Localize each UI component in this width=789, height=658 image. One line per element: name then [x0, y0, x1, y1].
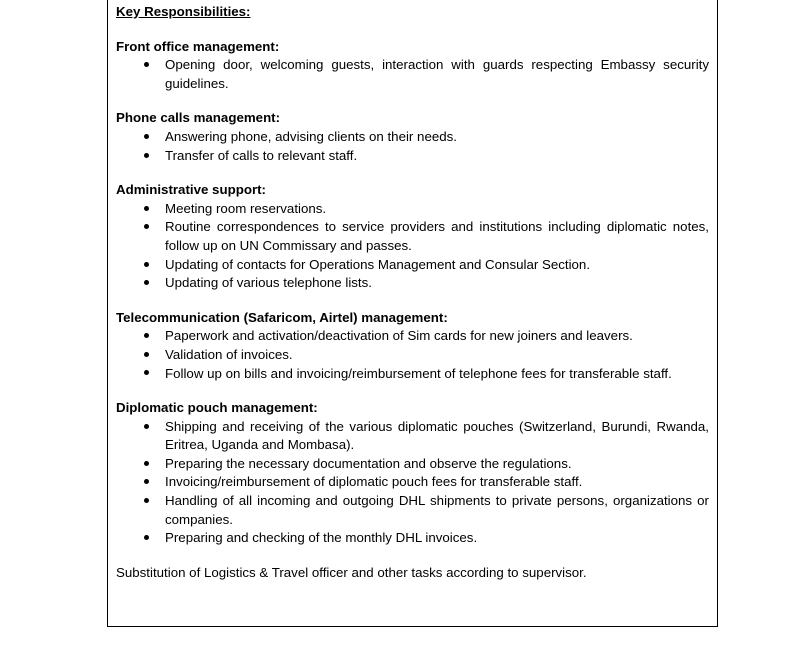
list-item — [116, 418, 709, 455]
section-heading: Administrative support: — [116, 182, 266, 198]
section-phone-calls — [116, 109, 709, 165]
bullet-icon — [141, 365, 151, 384]
spacer — [116, 548, 709, 564]
spacer — [116, 165, 709, 181]
bullet-icon — [141, 327, 151, 346]
list-item-text: Updating of contacts for Operations Management and Consular Section. — [165, 256, 591, 272]
list-item-text: Handling of all incoming and outgoing DHL shipments to private persons, organizations or companies. — [165, 493, 709, 527]
section-heading: Diplomatic pouch management: — [116, 400, 318, 416]
list-item-text: Preparing the necessary documentation and observe the regulations. — [165, 455, 572, 471]
section-heading: Telecommunication (Safaricom, Airtel) management: — [116, 309, 448, 325]
bullet-icon — [141, 56, 151, 75]
list-item — [116, 529, 709, 548]
list-item-text: Updating of various telephone lists. — [165, 275, 372, 291]
list-item-text: Transfer of calls to relevant staff. — [165, 147, 358, 163]
list-item — [116, 492, 709, 529]
list-item — [116, 147, 709, 166]
list-item — [116, 56, 709, 93]
section-administrative-support — [116, 181, 709, 293]
bullet-icon — [141, 529, 151, 548]
list-item — [116, 473, 709, 492]
section-telecommunication — [116, 309, 709, 383]
bullet-icon — [141, 346, 151, 365]
section-diplomatic-pouch — [116, 399, 709, 548]
list-item — [116, 256, 709, 275]
bullet-icon — [141, 492, 151, 511]
bullet-icon — [141, 473, 151, 492]
list-item-text: Answering phone, advising clients on their needs. — [165, 128, 457, 144]
bullet-list — [116, 418, 709, 548]
list-item-text: Follow up on bills and invoicing/reimbursement of telephone fees for transferable staff. — [165, 365, 672, 381]
list-item-text: Opening door, welcoming guests, interaction with guards respecting Embassy security guidelines. — [165, 57, 709, 91]
list-item — [116, 274, 709, 293]
list-item-text: Validation of invoices. — [165, 346, 293, 362]
list-item — [116, 365, 709, 384]
bullet-list — [116, 56, 709, 93]
spacer — [116, 383, 709, 399]
list-item — [116, 346, 709, 365]
list-item-text: Preparing and checking of the monthly DHL invoices. — [165, 530, 478, 546]
bullet-icon — [141, 128, 151, 147]
bullet-list — [116, 128, 709, 165]
section-front-office — [116, 38, 709, 94]
bullet-icon — [141, 218, 151, 237]
bullet-icon — [141, 274, 151, 293]
bullet-list — [116, 327, 709, 383]
spacer — [116, 293, 709, 309]
document-title: Key Responsibilities: — [116, 4, 251, 19]
section-heading: Phone calls management: — [116, 110, 281, 126]
list-item-text: Paperwork and activation/deactivation of Sim cards for new joiners and leavers. — [165, 328, 633, 344]
bullet-icon — [141, 418, 151, 437]
list-item — [116, 327, 709, 346]
closing-statement: Substitution of Logistics & Travel officer and other tasks according to supervisor. — [116, 564, 587, 580]
bullet-icon — [141, 147, 151, 166]
bullet-icon — [141, 256, 151, 275]
bullet-icon — [141, 455, 151, 474]
bullet-icon — [141, 200, 151, 219]
list-item — [116, 218, 709, 255]
responsibilities-box — [107, 0, 718, 627]
list-item — [116, 200, 709, 219]
spacer — [116, 93, 709, 109]
section-heading: Front office management: — [116, 38, 280, 54]
list-item-text: Routine correspondences to service providers and institutions including diplomatic notes, follow up on UN Commissary and passes. — [165, 219, 709, 253]
list-item — [116, 128, 709, 147]
list-item-text: Invoicing/reimbursement of diplomatic pouch fees for transferable staff. — [165, 474, 583, 490]
spacer — [116, 22, 709, 38]
bullet-list — [116, 200, 709, 293]
list-item-text: Shipping and receiving of the various diplomatic pouches (Switzerland, Burundi, Rwanda, Eritrea, Uganda and Mombasa). — [165, 418, 709, 453]
list-item-text: Meeting room reservations. — [165, 200, 327, 216]
list-item — [116, 455, 709, 474]
